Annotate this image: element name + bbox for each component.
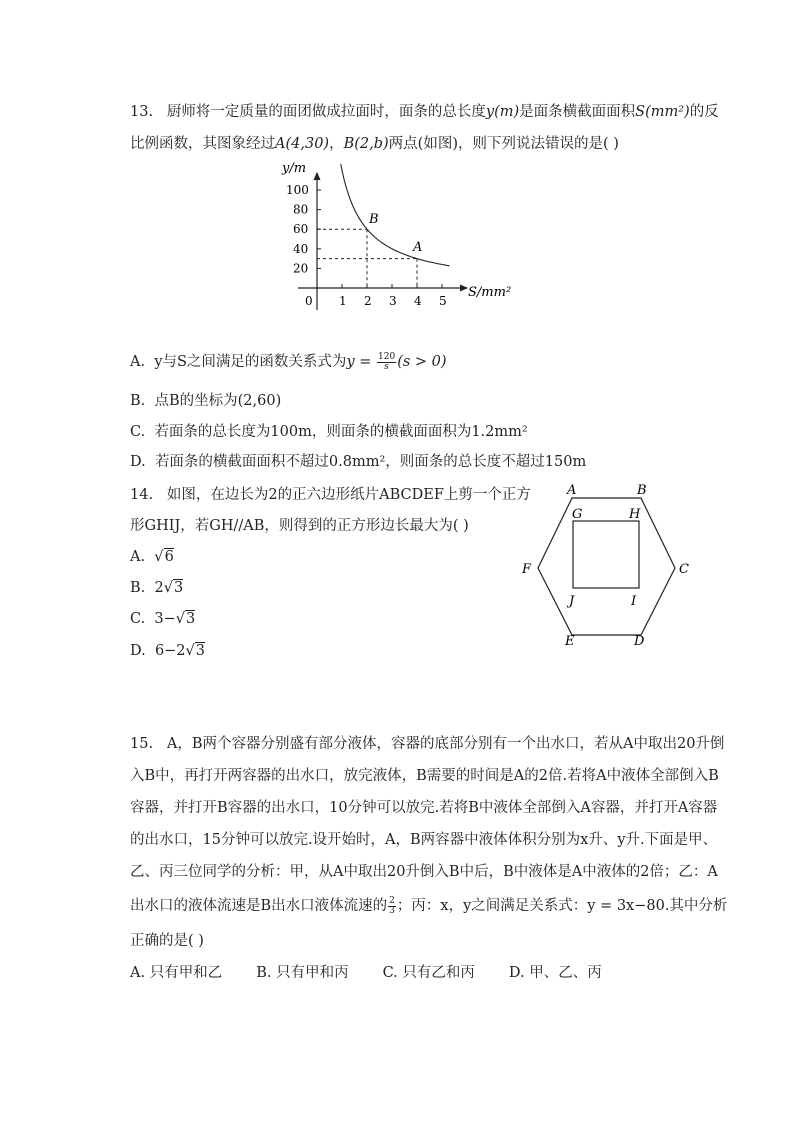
q13-line-1: [130, 102, 719, 122]
point-b-label: B: [369, 212, 379, 227]
q15-line-2: [130, 766, 719, 786]
q14-hexagon-figure: [510, 483, 710, 653]
q13-option-d-label: D.: [130, 454, 146, 470]
q14-option-c-label: C.: [130, 611, 146, 627]
q15-line-3: [130, 798, 717, 818]
q13-text-3: 的反: [689, 104, 719, 120]
q13-option-a-fraction: [377, 353, 396, 372]
label-d: D: [634, 634, 645, 649]
label-f: F: [522, 562, 532, 577]
q13-text-2: 是面条横截面面积: [519, 104, 636, 120]
q13-option-c-text: 若面条的总长度为100m，则面条的横截面面积为1.2mm²: [154, 424, 528, 440]
q15-text-7: 正确的是( ): [130, 933, 204, 949]
q13-line-2: [130, 134, 619, 154]
inverse-curve: [341, 164, 450, 266]
y-tick-label: 100: [286, 183, 309, 197]
q13-option-b-label: B.: [130, 393, 146, 409]
q13-graph: [270, 155, 530, 315]
q15-text-6b: ；丙：x，y之间满足关系式：y = 3x−80.其中分析: [396, 898, 728, 914]
q14-text-2: 形GHIJ，若GH//AB，则得到的正方形边长最大为( ): [130, 518, 469, 534]
q13-point-a: A(4,30): [275, 136, 330, 152]
x-tick-label: 2: [364, 294, 372, 308]
q13-sep: ，: [329, 136, 344, 152]
q15-fraction: [388, 897, 396, 916]
q15-line-4: [130, 830, 717, 850]
label-c: C: [679, 562, 689, 577]
q15-number: 15.: [130, 736, 154, 752]
label-b: B: [637, 483, 647, 498]
q14-number: 14.: [130, 487, 154, 503]
q14-option-b[interactable]: B. 2√3: [130, 580, 184, 596]
q13-text-5: 两点(如图)，则下列说法错误的是( ): [388, 136, 619, 152]
q15-line-5: [130, 862, 718, 882]
q15-text-1: A，B两个容器分别盛有部分液体，容器的底部分别有一个出水口，若从A中取出20升倒: [166, 736, 725, 752]
x-tick-label: 5: [439, 294, 447, 308]
q13-option-d-text: 若面条的横截面面积不超过0.8mm²，则面条的总长度不超过150m: [154, 454, 587, 470]
x-tick-label: 3: [389, 294, 397, 308]
q13-text: 厨师将一定质量的面团做成拉面时，面条的总长度: [166, 104, 486, 120]
q13-option-d[interactable]: [130, 452, 586, 472]
q13-option-c[interactable]: [130, 422, 528, 442]
y-tick-label: 60: [293, 222, 309, 237]
q15-line-7: [130, 931, 204, 951]
label-e: E: [565, 634, 575, 649]
fraction-numerator: 120: [378, 351, 396, 362]
q13-option-b[interactable]: [130, 391, 281, 411]
q13-option-a-text: y与S之间满足的函数关系式为: [154, 354, 347, 370]
label-j: J: [569, 594, 575, 609]
x-tick-label: 1: [339, 294, 347, 308]
q15-option-c[interactable]: C. 只有乙和丙: [382, 965, 475, 981]
label-a: A: [567, 483, 577, 498]
hexagon: [538, 498, 675, 635]
q14-text: 如图，在边长为2的正六边形纸片ABCDEF上剪一个正方: [166, 487, 531, 503]
fraction-denominator: 3: [389, 905, 395, 916]
q15-line-6: [130, 896, 727, 916]
q14-option-c[interactable]: C. 3−√3: [130, 611, 196, 627]
q14-option-c-coef: 3−: [154, 611, 176, 627]
q14-option-d-coef: 6−2: [154, 643, 186, 659]
q15-text-5: 乙、丙三位同学的分析：甲，从A中取出20升倒入B中后，B中液体是A中液体的2倍；乙：A: [130, 864, 718, 880]
y-axis-label: y/m: [282, 161, 307, 176]
q13-option-a-label: A.: [130, 354, 146, 370]
x-axis-label: S/mm²: [468, 285, 512, 300]
q15-text-3: 容器，并打开B容器的出水口，10分钟可以放完.若将B中液体全部倒入A容器，并打开A容器: [130, 800, 718, 816]
q15-options: [130, 963, 602, 983]
q14-option-a-radicand: 6: [164, 549, 174, 565]
label-i: I: [631, 594, 637, 609]
q15-text-2: 入B中，再打开两容器的出水口，放完液体，B需要的时间是A的2倍.若将A中液体全部倒入B: [130, 768, 719, 784]
x-tick-label: 4: [414, 294, 422, 308]
q13-option-c-label: C.: [130, 424, 146, 440]
y-tick-label: 40: [293, 241, 309, 256]
q13-var-y: y(m): [485, 104, 520, 120]
q14-option-a-label: A.: [130, 549, 146, 565]
origin-label: 0: [305, 294, 313, 308]
q13-option-a[interactable]: [130, 352, 447, 372]
y-tick-label: 20: [293, 261, 309, 276]
q14-option-b-coef: 2: [154, 580, 164, 596]
point-a-label: A: [413, 240, 423, 255]
label-h: H: [629, 507, 641, 522]
q14-option-a[interactable]: A. √6: [130, 549, 174, 565]
q14-option-d[interactable]: D. 6−2√3: [130, 643, 206, 659]
fraction-numerator: 2: [389, 895, 395, 906]
q13-point-b: B(2,b): [343, 136, 389, 152]
q15-option-a[interactable]: A. 只有甲和乙: [130, 965, 223, 981]
q14-option-d-label: D.: [130, 643, 146, 659]
q15-text-6a: 出水口的液体流速是B出水口液体流速的: [130, 898, 388, 914]
square-ghij: [573, 521, 639, 588]
q13-option-a-math: y =: [346, 354, 372, 370]
q14-line-2: [130, 516, 469, 536]
q13-number: 13.: [130, 104, 154, 120]
q15-text-4: 的出水口，15分钟可以放完.设开始时，A，B两容器中液体体积分别为x升、y升.下面是甲、: [130, 832, 718, 848]
q15-option-b[interactable]: B. 只有甲和丙: [256, 965, 349, 981]
q14-option-d-radicand: 3: [195, 643, 206, 659]
q14-option-c-radicand: 3: [186, 611, 196, 627]
fraction-denominator: s: [384, 361, 389, 372]
q14-option-b-radicand: 3: [173, 580, 184, 596]
y-tick-label: 80: [293, 202, 309, 217]
label-g: G: [572, 507, 583, 522]
q13-text-4: 比例函数，其图象经过: [130, 136, 275, 152]
q13-var-s: S(mm²): [635, 104, 690, 120]
q15-line-1: [130, 734, 724, 754]
q13-option-a-cond: (s > 0): [397, 354, 447, 370]
q15-option-d[interactable]: D. 甲、乙、丙: [508, 965, 602, 981]
q14-option-b-label: B.: [130, 580, 146, 596]
q13-option-b-text: 点B的坐标为(2,60): [154, 393, 282, 409]
q14-line-1: [130, 485, 531, 505]
